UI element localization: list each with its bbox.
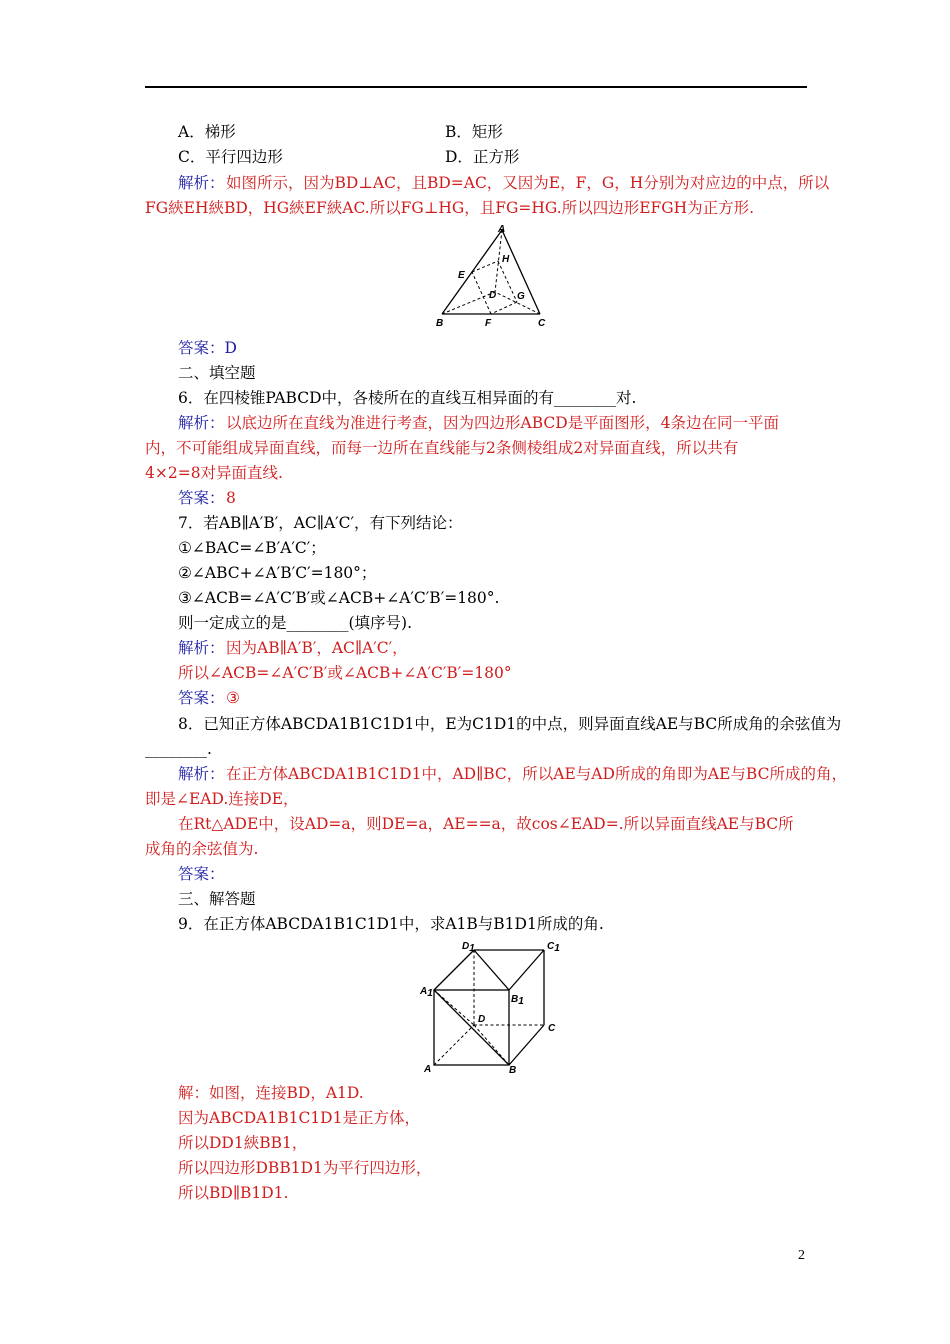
text-line: 6．在四棱锥PABCD中，各棱所在的直线互相异面的有________对. xyxy=(178,389,637,407)
text-line: ________. xyxy=(145,740,212,758)
text-line: 解析： xyxy=(178,639,225,657)
text-line: 因为ABCDA1B1C1D1是正方体， xyxy=(178,1109,420,1127)
text-line: 所以∠ACB=∠A′C′B′或∠ACB+∠A′C′B′=180° xyxy=(178,664,512,682)
text-line: 8．已知正方体ABCDA1B1C1D1中，E为C1D1的中点，则异面直线AE与BC所成角的余弦值为 xyxy=(178,715,842,733)
text-line: 内，不可能组成异面直线，而每一边所在直线能与2条侧棱组成2对异面直线，所以共有 xyxy=(145,439,739,457)
text-line: 二、填空题 xyxy=(178,364,256,382)
fig1-label-D: D xyxy=(489,290,497,301)
text-line: 即是∠EAD.连接DE， xyxy=(145,790,299,808)
text-line: 答案： xyxy=(178,865,225,883)
tetrahedron-figure xyxy=(430,222,560,332)
text-line: 解析： xyxy=(178,765,225,783)
cube-figure xyxy=(418,938,568,1078)
text-line: 所以DD1綊BB1， xyxy=(178,1134,308,1152)
text-line: B．矩形 xyxy=(445,123,503,141)
text-line: 解析： xyxy=(178,414,225,432)
header-rule xyxy=(145,86,807,88)
text-line: 8 xyxy=(226,489,236,507)
text-line: ②∠ABC+∠A′B′C′=180°； xyxy=(178,564,377,582)
fig2-label-C: C xyxy=(548,1023,556,1034)
text-line: 以底边所在直线为准进行考查，因为四边形ABCD是平面图形，4条边在同一平面 xyxy=(226,414,780,432)
text-line: 成角的余弦值为. xyxy=(145,840,259,858)
fig2-label-D: D xyxy=(478,1014,486,1025)
text-line: ③∠ACB=∠A′C′B′或∠ACB+∠A′C′B′=180°. xyxy=(178,589,500,607)
text-line: FG綊EH綊BD，HG綊EF綊AC.所以FG⊥HG，且FG=HG.所以四边形EFGH为正方形. xyxy=(145,199,755,217)
fig2-label-D1: D1 xyxy=(462,941,475,954)
fig1-label-C: C xyxy=(538,318,546,329)
text-line: A．梯形 xyxy=(178,123,236,141)
fig1-label-H: H xyxy=(502,254,510,265)
fig1-label-G: G xyxy=(517,291,525,302)
text-line: 三、解答题 xyxy=(178,890,256,908)
text-line: D．正方形 xyxy=(445,148,520,166)
page-number: 2 xyxy=(798,1248,805,1263)
text-line: 答案： xyxy=(178,489,225,507)
fig1-label-E: E xyxy=(458,270,465,281)
text-line: 所以BD∥B1D1. xyxy=(178,1184,289,1202)
fig2-label-A1: A1 xyxy=(420,986,433,999)
fig1-label-F: F xyxy=(485,318,492,329)
text-line: 4×2=8对异面直线. xyxy=(145,464,283,482)
fig2-label-C1: C1 xyxy=(547,941,560,954)
text-line: 在Rt△ADE中，设AD=a，则DE=a，AE==a，故cos∠EAD=.所以异面直线AE与BC所 xyxy=(178,815,794,833)
text-line: 因为AB∥A′B′，AC∥A′C′， xyxy=(226,639,408,657)
text-line: 如图所示，因为BD⊥AC，且BD=AC，又因为E，F，G，H分别为对应边的中点，所以 xyxy=(226,174,830,192)
text-line: 答案：D xyxy=(178,339,237,357)
fig1-label-A: A xyxy=(498,224,506,235)
text-line: 所以四边形DBB1D1为平行四边形， xyxy=(178,1159,432,1177)
text-line: 解析： xyxy=(178,174,225,192)
text-line: ①∠BAC=∠B′A′C′； xyxy=(178,539,326,557)
text-line: 在正方体ABCDA1B1C1D1中，AD∥BC，所以AE与AD所成的角即为AE与BC所成的角， xyxy=(226,765,847,783)
fig2-label-B1: B1 xyxy=(511,994,524,1007)
text-line: C．平行四边形 xyxy=(178,148,283,166)
text-line: 9．在正方体ABCDA1B1C1D1中，求A1B与B1D1所成的角. xyxy=(178,915,604,933)
text-line: 则一定成立的是________(填序号). xyxy=(178,614,413,632)
fig1-label-B: B xyxy=(436,318,444,329)
text-line: ③ xyxy=(226,689,240,707)
text-line: 解：如图，连接BD，A1D. xyxy=(178,1084,364,1102)
text-line: 7．若AB∥A′B′，AC∥A′C′，有下列结论： xyxy=(178,514,463,532)
fig2-label-A: A xyxy=(424,1064,432,1075)
text-line: 答案： xyxy=(178,689,225,707)
fig2-label-B: B xyxy=(509,1065,517,1076)
